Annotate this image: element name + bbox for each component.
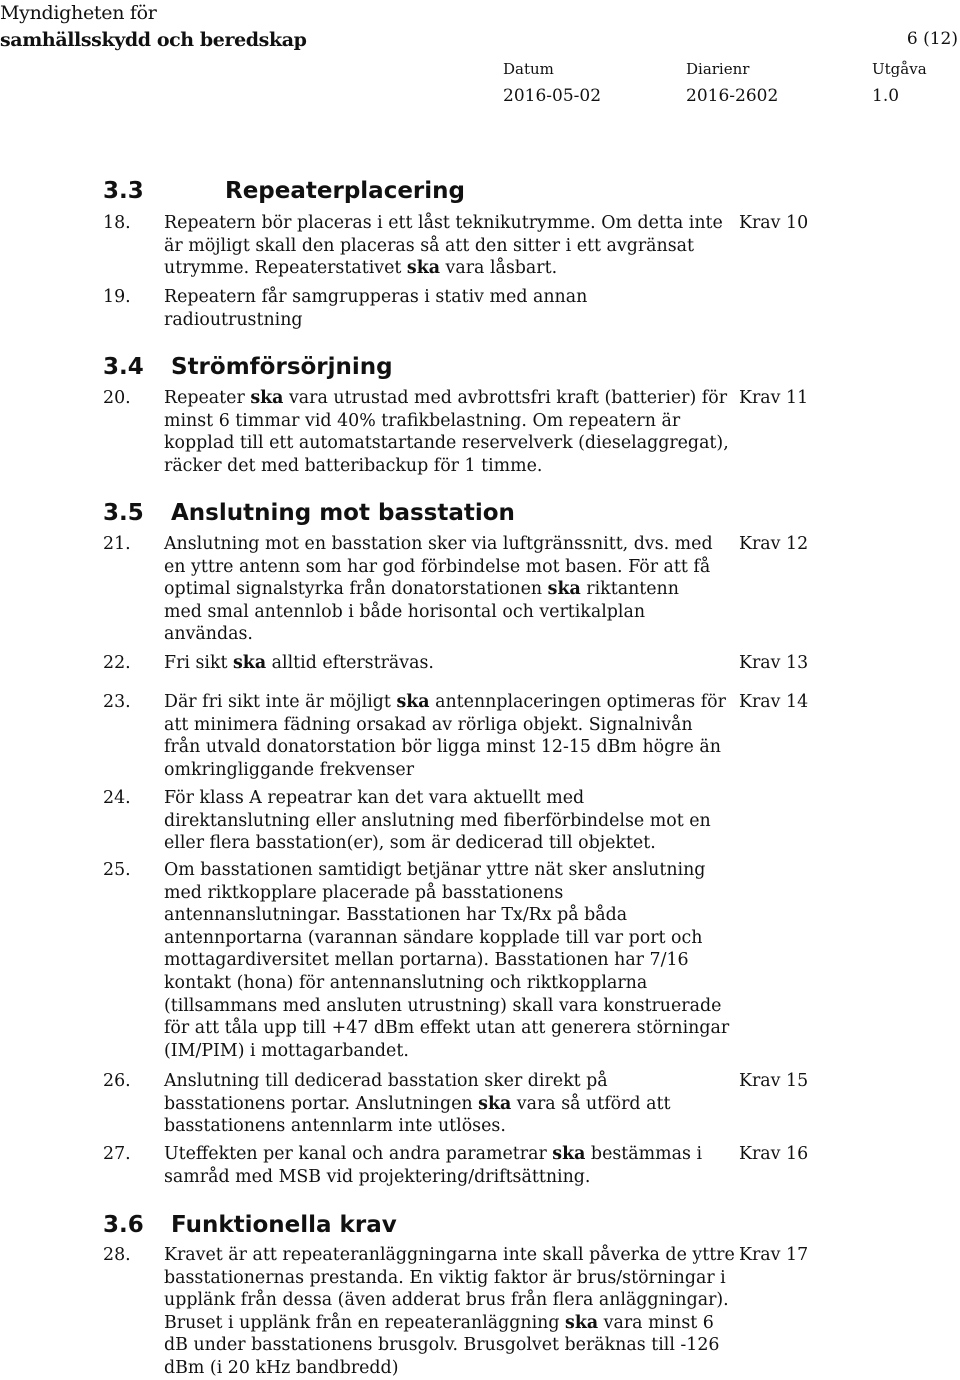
- text-line: antennportarna (varannan sändare kopplade till var port och: [164, 927, 703, 948]
- text-line: optimal signalstyrka från donatorstationen ska riktantenn: [164, 579, 679, 600]
- text-line: mottagardiversitet mellan portarna). Basstationen har 7/16: [164, 950, 689, 971]
- section-title: Strömförsörjning: [171, 354, 393, 380]
- text-line: Repeater ska vara utrustad med avbrottsfri kraft (batterier) för: [164, 388, 728, 408]
- section-number: 3.5: [103, 500, 144, 526]
- text-line: antennanslutningar. Basstationen har Tx/Rx på båda: [164, 905, 628, 926]
- text-line: Repeatern bör placeras i ett låst teknikutrymme. Om detta inte: [164, 213, 723, 233]
- item-text: [164, 691, 734, 781]
- organization-name: [0, 0, 307, 54]
- text-line: med smal antennlob i både horisontal och vertikalplan: [164, 601, 646, 622]
- section-heading: [103, 178, 465, 204]
- emphasis-ska: ska: [565, 1312, 599, 1333]
- section-title: Funktionella krav: [171, 1212, 397, 1238]
- text-line: radioutrustning: [164, 309, 303, 330]
- emphasis-ska: ska: [250, 388, 284, 408]
- datum-label: Datum: [503, 60, 554, 78]
- item-number: 24.: [103, 788, 131, 808]
- text-line: upplänk från dessa (även adderat brus från flera anläggningar).: [164, 1290, 729, 1311]
- datum-value: 2016-05-02: [503, 86, 602, 106]
- requirement-label: Krav 12: [739, 534, 809, 554]
- text-line: användas.: [164, 624, 253, 645]
- emphasis-ska: ska: [406, 258, 441, 279]
- item-text: [164, 533, 734, 646]
- text-line: eller flera basstation(er), som är dedicerad till objektet.: [164, 833, 656, 854]
- item-text: [164, 212, 734, 280]
- item-number: 21.: [103, 534, 131, 554]
- text-line: Anslutning mot en basstation sker via luftgränssnitt, dvs. med: [164, 534, 713, 554]
- emphasis-ska: ska: [396, 692, 430, 712]
- item-number: 28.: [103, 1245, 131, 1265]
- text-line: utrymme. Repeaterstativet ska vara låsbart.: [164, 258, 558, 279]
- text-line: Där fri sikt inte är möjligt ska antennplaceringen optimeras för: [164, 692, 726, 712]
- requirement-label: Krav 17: [739, 1245, 809, 1265]
- text-line: dB under basstationens brusgolv. Brusgolvet beräknas till -126: [164, 1335, 720, 1356]
- text-line: basstationens antennlarm inte utlöses.: [164, 1116, 506, 1137]
- requirement-label: Krav 15: [739, 1071, 809, 1091]
- text-line: är möjligt skall den placeras så att den sitter i ett avgränsat: [164, 235, 695, 256]
- item-text: [164, 286, 734, 331]
- text-line: Kravet är att repeateranläggningarna inte skall påverka de yttre: [164, 1245, 735, 1265]
- item-text: [164, 652, 734, 675]
- item-text: [164, 859, 734, 1062]
- section-title: Repeaterplacering: [225, 178, 465, 204]
- text-line: Bruset i upplänk från en repeateranläggning ska vara minst 6: [164, 1312, 714, 1333]
- section-number: 3.3: [103, 178, 144, 204]
- emphasis-ska: ska: [233, 653, 267, 673]
- section-heading: [103, 354, 393, 380]
- item-number: 25.: [103, 860, 131, 880]
- text-line: för att tåla upp till +47 dBm effekt utan att generera störningar: [164, 1018, 730, 1039]
- utgava-value: 1.0: [872, 86, 900, 106]
- requirement-label: Krav 13: [739, 653, 809, 673]
- text-line: från utvald donatorstation bör ligga minst 12-15 dBm högre än: [164, 737, 721, 758]
- item-number: 22.: [103, 653, 131, 673]
- text-line: att minimera fädning orsakad av rörliga objekt. Signalnivån: [164, 714, 693, 735]
- text-line: dBm (i 20 kHz bandbredd): [164, 1357, 399, 1378]
- page-number: 6 (12): [906, 29, 958, 49]
- item-number: 26.: [103, 1071, 131, 1091]
- diarienr-label: Diarienr: [686, 60, 750, 78]
- item-number: 18.: [103, 213, 131, 233]
- emphasis-ska: ska: [478, 1093, 512, 1114]
- text-line: minst 6 timmar vid 40% trafikbelastning. Om repeatern är: [164, 410, 681, 431]
- requirement-label: Krav 14: [739, 692, 809, 712]
- utgava-label: Utgåva: [872, 60, 927, 78]
- text-line: Uteffekten per kanal och andra parametrar ska bestämmas i: [164, 1144, 703, 1164]
- item-text: [164, 1143, 734, 1188]
- text-line: Om basstationen samtidigt betjänar yttre nät sker anslutning: [164, 860, 706, 880]
- emphasis-ska: ska: [547, 579, 581, 600]
- text-line: med riktkopplare placerade på basstationens: [164, 882, 564, 903]
- diarienr-value: 2016-2602: [686, 86, 779, 106]
- item-text: [164, 1070, 734, 1138]
- section-heading: [103, 500, 515, 526]
- org-line-1: Myndigheten för: [0, 2, 157, 24]
- text-line: samråd med MSB vid projektering/driftsättning.: [164, 1166, 591, 1187]
- requirement-label: Krav 10: [739, 213, 809, 233]
- text-line: För klass A repeatrar kan det vara aktuellt med: [164, 788, 585, 808]
- section-number: 3.6: [103, 1212, 144, 1238]
- text-line: (tillsammans med ansluten utrustning) skall vara konstruerade: [164, 995, 722, 1016]
- text-line: basstationens portar. Anslutningen ska vara så utförd att: [164, 1093, 671, 1114]
- section-heading: [103, 1212, 397, 1238]
- text-line: kontakt (hona) för antennanslutning och riktkopplarna: [164, 972, 648, 993]
- text-line: (IM/PIM) i mottagarbandet.: [164, 1040, 409, 1061]
- text-line: basstationernas prestanda. En viktig faktor är brus/störningar i: [164, 1267, 726, 1288]
- text-line: direktanslutning eller anslutning med fiberförbindelse mot en: [164, 810, 711, 831]
- text-line: Repeatern får samgrupperas i stativ med annan: [164, 287, 588, 307]
- section-number: 3.4: [103, 354, 144, 380]
- item-number: 23.: [103, 692, 131, 712]
- emphasis-ska: ska: [552, 1144, 586, 1164]
- item-text: [164, 387, 734, 477]
- text-line: en yttre antenn som har god förbindelse mot basen. För att få: [164, 556, 711, 577]
- item-text: [164, 1244, 734, 1380]
- text-line: kopplad till ett automatstartande reservelverk (dieselaggregat),: [164, 433, 729, 454]
- text-line: räcker det med batteribackup för 1 timme.: [164, 455, 543, 476]
- org-line-2: samhällsskydd och beredskap: [0, 29, 307, 51]
- item-text: [164, 787, 734, 855]
- item-number: 20.: [103, 388, 131, 408]
- section-title: Anslutning mot basstation: [171, 500, 515, 526]
- item-number: 27.: [103, 1144, 131, 1164]
- item-number: 19.: [103, 287, 131, 307]
- text-line: Anslutning till dedicerad basstation sker direkt på: [164, 1071, 608, 1091]
- requirement-label: Krav 11: [739, 388, 809, 408]
- requirement-label: Krav 16: [739, 1144, 809, 1164]
- text-line: Fri sikt ska alltid eftersträvas.: [164, 653, 434, 673]
- text-line: omkringliggande frekvenser: [164, 759, 415, 780]
